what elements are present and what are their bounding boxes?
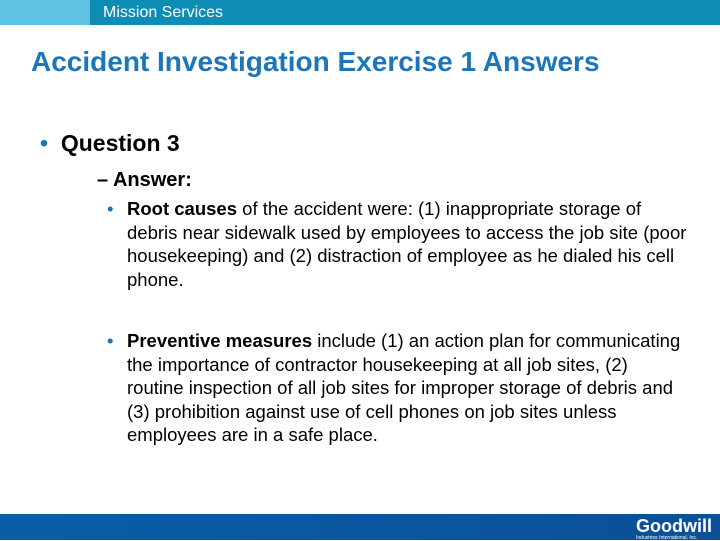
bullet-icon: • bbox=[107, 198, 114, 219]
answer-item: – Answer: bbox=[97, 169, 192, 191]
answer-label: Answer: bbox=[112, 169, 192, 191]
header-label: Mission Services bbox=[103, 4, 224, 21]
header-accent bbox=[0, 0, 90, 25]
bullet-text: include (1) an action plan for communicating the importance of contractor housekeeping at all job sites, (2) routine inspection of all job sites for improper storage of debris and (3) prohibition against use of cell phones on job sites unless employees are in a safe place. bbox=[127, 330, 681, 445]
question-item: • Question 3 bbox=[40, 130, 180, 156]
question-label: Question 3 bbox=[60, 130, 180, 156]
footer-bar bbox=[0, 514, 720, 540]
bullet-root-causes bbox=[107, 197, 687, 291]
slide-title: Accident Investigation Exercise 1 Answers bbox=[31, 46, 600, 77]
goodwill-logo: Goodwill Industries International, Inc. bbox=[636, 516, 712, 541]
bullet-bold: Preventive measures bbox=[127, 330, 313, 351]
bullet-bold: Root causes bbox=[127, 198, 238, 219]
bullet-text: of the accident were: (1) inappropriate storage of debris near sidewalk used by employees to access the job site (poor housekeeping) and (2) distraction of employee as he dialed his cell phone. bbox=[127, 198, 687, 290]
bullet-preventive-measures bbox=[107, 329, 687, 447]
bullet-icon: • bbox=[107, 330, 114, 351]
